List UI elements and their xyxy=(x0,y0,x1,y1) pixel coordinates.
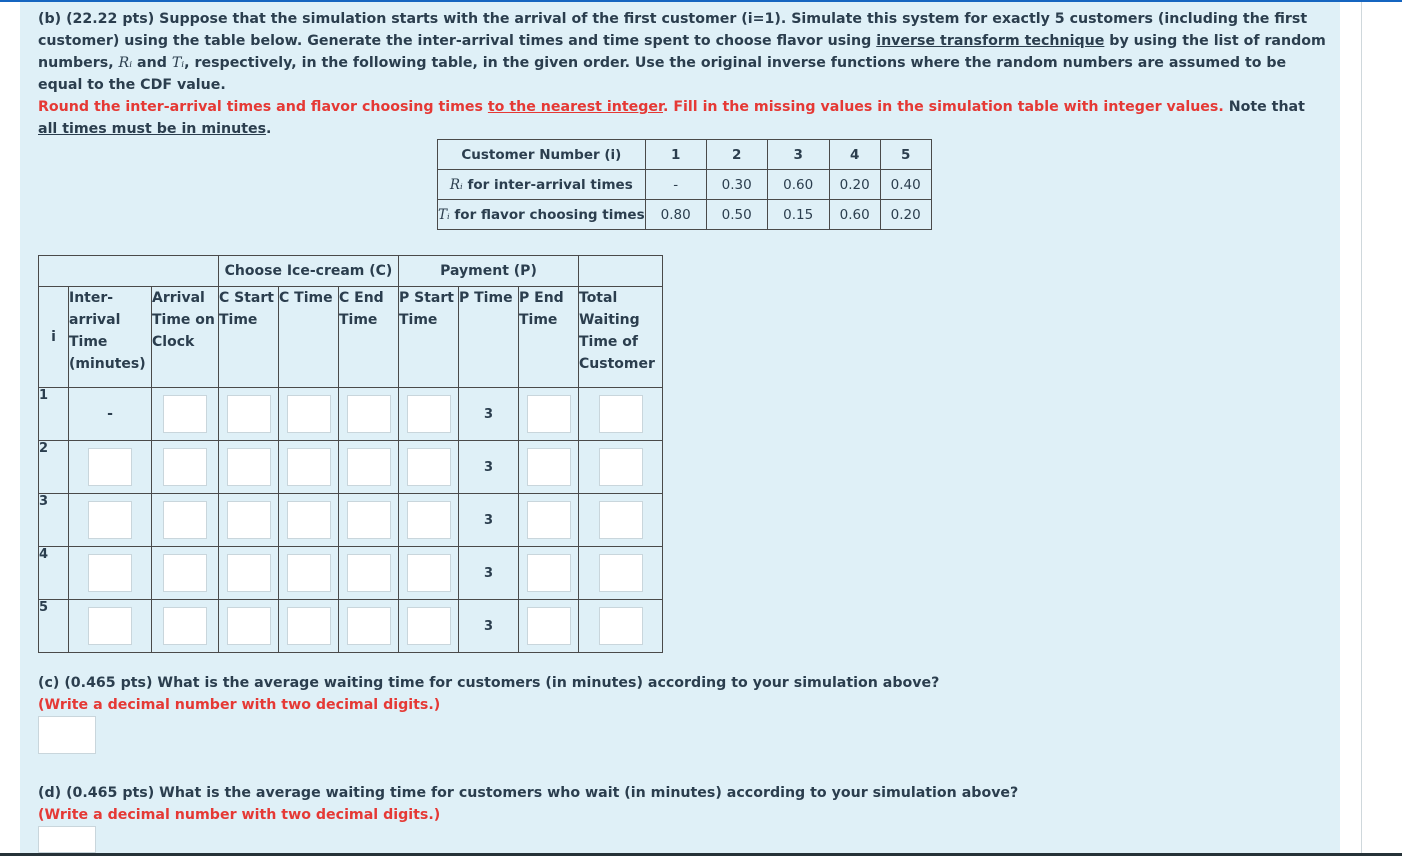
note-text: Note that xyxy=(1223,99,1305,115)
pstart-cell xyxy=(399,494,459,547)
pend-cell xyxy=(519,388,579,441)
ctime-cell xyxy=(279,388,339,441)
arrival-input[interactable] xyxy=(163,501,207,539)
arrival-cell xyxy=(152,388,219,441)
interarrival-input[interactable] xyxy=(88,607,132,645)
t-label-text: for flavor choosing times xyxy=(449,206,645,223)
cstart-cell xyxy=(219,547,279,600)
pstart-cell xyxy=(399,441,459,494)
total-cell xyxy=(579,441,663,494)
interarrival-input[interactable] xyxy=(88,501,132,539)
t-value: 0.20 xyxy=(880,200,931,230)
total-input[interactable] xyxy=(599,501,643,539)
pstart-input[interactable] xyxy=(407,554,451,592)
ptime-value: 3 xyxy=(483,512,494,528)
interarrival-cell xyxy=(69,494,152,547)
col-arrival-header: Arrival Time on Clock xyxy=(152,287,219,388)
ptime-value: 3 xyxy=(483,565,494,581)
cend-cell xyxy=(339,441,399,494)
cend-cell xyxy=(339,494,399,547)
cstart-input[interactable] xyxy=(227,448,271,486)
fill-instruction: . Fill in the missing values in the simulation table with integer values. xyxy=(663,99,1224,115)
choose-icecream-group: Choose Ice-cream (C) xyxy=(219,256,399,287)
col-ptime-header: P Time xyxy=(459,287,519,388)
r-value: 0.30 xyxy=(706,170,767,200)
interarrival-cell xyxy=(69,600,152,653)
empty-group-cell xyxy=(39,256,219,287)
r-value: - xyxy=(645,170,706,200)
table-row xyxy=(39,547,663,600)
r-label-text: for inter-arrival times xyxy=(462,176,633,193)
interarrival-input[interactable] xyxy=(88,554,132,592)
r-symbol: Rᵢ xyxy=(118,55,133,71)
part-c-question: (c) (0.465 pts) What is the average waiting time for customers (in minutes) according to your simulation above? xyxy=(38,675,940,691)
cstart-input[interactable] xyxy=(227,607,271,645)
r-value: 0.20 xyxy=(829,170,880,200)
t-values-row xyxy=(438,200,932,230)
total-cell xyxy=(579,547,663,600)
part-b-instructions xyxy=(38,8,1328,140)
ctime-cell xyxy=(279,494,339,547)
arrival-cell xyxy=(152,494,219,547)
cstart-cell xyxy=(219,600,279,653)
interarrival-cell xyxy=(69,388,152,441)
total-cell xyxy=(579,600,663,653)
ptime-cell xyxy=(459,600,519,653)
t-row-label xyxy=(438,200,646,230)
inverse-transform-underline: inverse transform technique xyxy=(876,33,1105,49)
cstart-cell xyxy=(219,388,279,441)
ctime-input[interactable] xyxy=(287,395,331,433)
simulation-table xyxy=(38,255,663,653)
payment-group: Payment (P) xyxy=(399,256,579,287)
pend-cell xyxy=(519,547,579,600)
customer-col: 1 xyxy=(645,140,706,170)
total-input[interactable] xyxy=(599,395,643,433)
arrival-input[interactable] xyxy=(163,607,207,645)
arrival-cell xyxy=(152,441,219,494)
customer-col: 4 xyxy=(829,140,880,170)
pstart-input[interactable] xyxy=(407,607,451,645)
cend-cell xyxy=(339,600,399,653)
t-value: 0.60 xyxy=(829,200,880,230)
random-numbers-table xyxy=(437,139,932,230)
col-i-header: i xyxy=(39,287,69,388)
total-input[interactable] xyxy=(599,554,643,592)
ctime-cell xyxy=(279,600,339,653)
t-value: 0.15 xyxy=(767,200,829,230)
customer-col: 2 xyxy=(706,140,767,170)
cend-input[interactable] xyxy=(347,554,391,592)
interarrival-dash: - xyxy=(107,406,113,422)
r-values-row xyxy=(438,170,932,200)
pstart-cell xyxy=(399,388,459,441)
customer-number-header: Customer Number (i) xyxy=(438,140,646,170)
col-cstart-header: C Start Time xyxy=(219,287,279,388)
page-divider xyxy=(1361,2,1362,856)
customer-col: 5 xyxy=(880,140,931,170)
row-index: 3 xyxy=(39,494,69,547)
cend-input[interactable] xyxy=(347,448,391,486)
r-row-label xyxy=(438,170,646,200)
pend-input[interactable] xyxy=(527,554,571,592)
pend-input[interactable] xyxy=(527,501,571,539)
cstart-cell xyxy=(219,494,279,547)
row-index: 1 xyxy=(39,388,69,441)
part-b-intro-text: (b) (22.22 pts) Suppose that the simulation starts with the arrival of the first customer (i=1). Simulate this system for exactly 5 customers (including the first customer) using the table below. Generate the inter-arrival times and time spent to choose flavor using xyxy=(38,11,1308,49)
cstart-cell xyxy=(219,441,279,494)
t-symbol: Tᵢ xyxy=(438,206,450,223)
table-row xyxy=(39,388,663,441)
total-input[interactable] xyxy=(599,448,643,486)
total-cell xyxy=(579,494,663,547)
r-value: 0.40 xyxy=(880,170,931,200)
r-symbol: Rᵢ xyxy=(449,176,463,193)
part-b-text: and xyxy=(132,55,172,71)
cend-cell xyxy=(339,388,399,441)
col-ctime-header: C Time xyxy=(279,287,339,388)
cstart-input[interactable] xyxy=(227,395,271,433)
table-row xyxy=(39,494,663,547)
total-input[interactable] xyxy=(599,607,643,645)
table-row xyxy=(39,600,663,653)
part-d-answer-input[interactable] xyxy=(38,826,96,853)
empty-group-cell xyxy=(579,256,663,287)
pstart-input[interactable] xyxy=(407,501,451,539)
row-index: 5 xyxy=(39,600,69,653)
row-index: 2 xyxy=(39,441,69,494)
total-cell xyxy=(579,388,663,441)
ctime-cell xyxy=(279,547,339,600)
t-value: 0.80 xyxy=(645,200,706,230)
ptime-cell xyxy=(459,388,519,441)
col-interarrival-header: Inter-arrival Time (minutes) xyxy=(69,287,152,388)
pend-cell xyxy=(519,441,579,494)
interarrival-cell xyxy=(69,547,152,600)
arrival-cell xyxy=(152,600,219,653)
pend-input[interactable] xyxy=(527,395,571,433)
table-row xyxy=(39,441,663,494)
part-d-hint: (Write a decimal number with two decimal digits.) xyxy=(38,807,441,823)
ptime-cell xyxy=(459,441,519,494)
pend-input[interactable] xyxy=(527,448,571,486)
ctime-input[interactable] xyxy=(287,448,331,486)
interarrival-input[interactable] xyxy=(88,448,132,486)
t-symbol: Tᵢ xyxy=(171,55,185,71)
cend-input[interactable] xyxy=(347,607,391,645)
column-header-row xyxy=(39,287,663,388)
ctime-input[interactable] xyxy=(287,554,331,592)
ptime-cell xyxy=(459,547,519,600)
ptime-cell xyxy=(459,494,519,547)
arrival-input[interactable] xyxy=(163,395,207,433)
ctime-input[interactable] xyxy=(287,501,331,539)
arrival-cell xyxy=(152,547,219,600)
cstart-input[interactable] xyxy=(227,501,271,539)
part-c-answer-input[interactable] xyxy=(38,716,96,754)
group-header-row xyxy=(39,256,663,287)
customer-number-row xyxy=(438,140,932,170)
part-d-question: (d) (0.465 pts) What is the average waiting time for customers who wait (in minutes) according to your simulation above? xyxy=(38,785,1019,801)
part-b-text: by using the list of random numbers, xyxy=(38,33,1326,71)
ptime-value: 3 xyxy=(483,406,494,422)
part-c-hint: (Write a decimal number with two decimal digits.) xyxy=(38,697,441,713)
cstart-input[interactable] xyxy=(227,554,271,592)
t-value: 0.50 xyxy=(706,200,767,230)
arrival-input[interactable] xyxy=(163,554,207,592)
interarrival-cell xyxy=(69,441,152,494)
col-total-header: Total Waiting Time of Customer xyxy=(579,287,663,388)
pstart-input[interactable] xyxy=(407,395,451,433)
col-cend-header: C End Time xyxy=(339,287,399,388)
minutes-note-underline: all times must be in minutes xyxy=(38,121,267,137)
ptime-value: 3 xyxy=(483,618,494,634)
cend-cell xyxy=(339,547,399,600)
ctime-input[interactable] xyxy=(287,607,331,645)
pstart-cell xyxy=(399,547,459,600)
col-pstart-header: P Start Time xyxy=(399,287,459,388)
ptime-value: 3 xyxy=(483,459,494,475)
pend-cell xyxy=(519,494,579,547)
cend-input[interactable] xyxy=(347,501,391,539)
part-b-text: , respectively, in the following table, in the given order. Use the original inverse functions where the random numbers are assumed to be equal to the CDF value. xyxy=(38,55,1287,93)
customer-col: 3 xyxy=(767,140,829,170)
nearest-integer-underline: to the nearest integer xyxy=(487,99,664,115)
pstart-cell xyxy=(399,600,459,653)
row-index: 4 xyxy=(39,547,69,600)
rounding-instruction: Round the inter-arrival times and flavor choosing times xyxy=(38,99,488,115)
pend-cell xyxy=(519,600,579,653)
ctime-cell xyxy=(279,441,339,494)
col-pend-header: P End Time xyxy=(519,287,579,388)
r-value: 0.60 xyxy=(767,170,829,200)
pstart-input[interactable] xyxy=(407,448,451,486)
pend-input[interactable] xyxy=(527,607,571,645)
cend-input[interactable] xyxy=(347,395,391,433)
arrival-input[interactable] xyxy=(163,448,207,486)
note-text: . xyxy=(266,121,272,137)
